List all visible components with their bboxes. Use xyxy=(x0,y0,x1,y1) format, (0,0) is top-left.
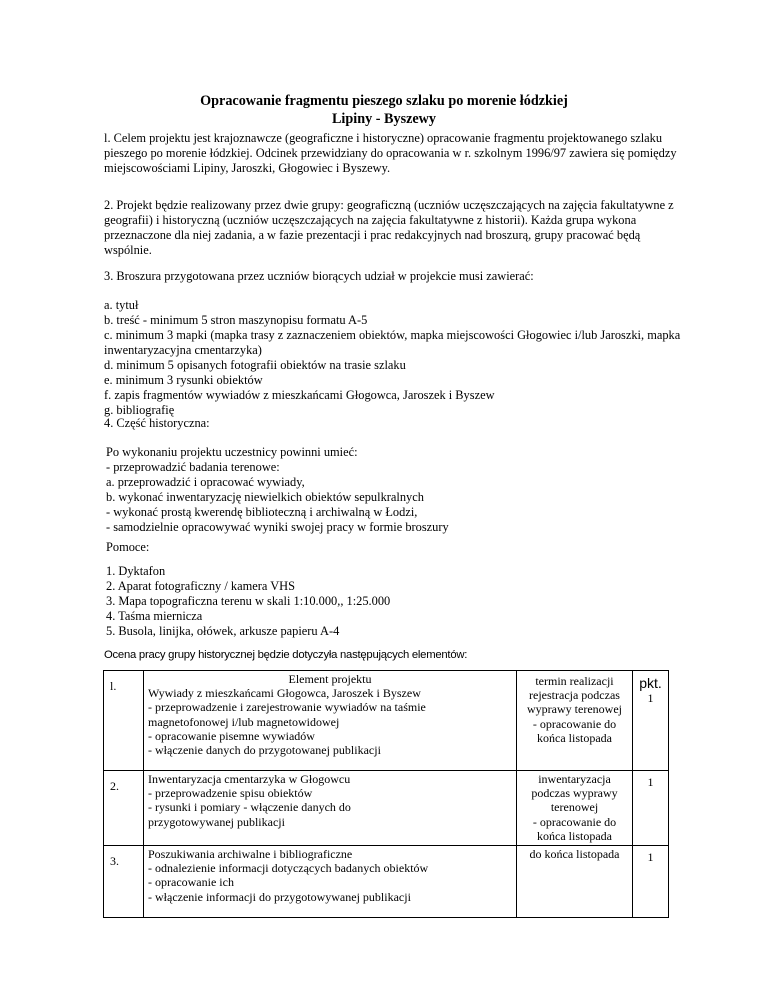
element-line: - włączenie informacji do przygotowywanej publikacji xyxy=(148,889,411,904)
table-row xyxy=(104,771,669,846)
row-number: 2. xyxy=(104,771,144,846)
deadline-line: - opracowanie do xyxy=(532,716,617,731)
section-2-groups xyxy=(104,198,704,258)
text-line: l. Celem projektu jest krajoznawcze (geograficzne i historyczne) opracowanie fragmentu projektowanego szlaku xyxy=(104,131,663,145)
aids-heading: Pomoce: xyxy=(106,540,150,554)
element-line: - opracowanie ich xyxy=(148,875,234,890)
element-line: Inwentaryzacja cmentarzyka w Głogowcu xyxy=(148,772,351,786)
list-item: b. treść - minimum 5 stron maszynopisu formatu A-5 xyxy=(104,313,368,327)
column-header-element: Element projektu xyxy=(288,672,372,686)
list-item: g. bibliografię xyxy=(104,403,175,417)
element-line: - opracowanie pisemne wywiadów xyxy=(148,728,315,743)
deadline-cell xyxy=(517,671,633,771)
list-item: d. minimum 5 opisanych fotografii obiektów na trasie szlaku xyxy=(104,358,406,372)
list-item: 1. Dyktafon xyxy=(106,564,166,578)
text-line: wspólnie. xyxy=(104,243,152,257)
text-line: geografii) i historyczną (uczniów uczęszczających na zajęcia fakultatywne z historii). Każda grupa wykona xyxy=(104,213,637,227)
element-line: - rysunki i pomiary - włączenie danych do xyxy=(148,800,351,815)
deadline-cell xyxy=(517,846,633,918)
element-cell xyxy=(144,846,517,918)
element-line: - włączenie danych do przygotowanej publikacji xyxy=(148,743,381,758)
section-3-list xyxy=(104,298,704,418)
deadline-line: rejestracja podczas xyxy=(529,688,620,703)
list-item: - samodzielnie opracowywać wyniki swojej pracy w formie broszury xyxy=(106,520,449,534)
list-item: 4. Taśma miernicza xyxy=(106,609,203,623)
list-item: 5. Busola, linijka, ołówek, arkusze papieru A-4 xyxy=(106,624,340,638)
document-title-line-1: Opracowanie fragmentu pieszego szlaku po morenie łódzkiej xyxy=(200,93,568,109)
list-item: a. przeprowadzić i opracować wywiady, xyxy=(106,475,305,489)
table-row xyxy=(104,846,669,918)
deadline-cell xyxy=(517,771,633,846)
deadline-line: końca listopada xyxy=(537,730,612,745)
element-line: magnetofonowej i/lub magnetowidowej xyxy=(148,714,340,729)
points-cell xyxy=(633,671,669,771)
deadline-line: do końca listopada xyxy=(529,847,620,862)
list-item: b. wykonać inwentaryzację niewielkich obiektów sepulkralnych xyxy=(106,490,424,504)
element-cell xyxy=(144,671,517,771)
list-item: 2. Aparat fotograficzny / kamera VHS xyxy=(106,579,296,593)
list-item: - przeprowadzić badania terenowe: xyxy=(106,460,280,474)
list-item: c. minimum 3 mapki (mapka trasy z zaznaczeniem obiektów, mapka miejscowości Głogowiec i/lub Jaroszki, mapka xyxy=(104,328,681,342)
assessment-table xyxy=(103,670,669,918)
text-line: miejscowościami Lipiny, Jaroszki, Głogowiec i Byszewy. xyxy=(104,161,391,175)
text-line: przeznaczone dla niej zadania, a w fazie prezentacji i prac redakcyjnych nad broszurą, grupy pracować będą xyxy=(104,228,641,242)
deadline-line: podczas wyprawy xyxy=(531,786,618,801)
table-row xyxy=(104,671,669,771)
learning-outcomes xyxy=(106,445,706,535)
section-4-heading: 4. Część historyczna: xyxy=(104,416,210,430)
deadline-line: - opracowanie do xyxy=(532,814,617,829)
element-line: Poszukiwania archiwalne i bibliograficzne xyxy=(148,847,353,862)
points-value: 1 xyxy=(647,775,654,789)
element-line: - odnalezienie informacji dotyczących badanych obiektów xyxy=(148,861,429,876)
element-line: - przeprowadzenie i zarejestrowanie wywiadów na taśmie xyxy=(148,700,426,715)
deadline-line: termin realizacji xyxy=(535,674,614,688)
deadline-line: inwentaryzacja xyxy=(538,772,611,786)
text-line: 2. Projekt będzie realizowany przez dwie grupy: geograficzną (uczniów uczęszczających na zajęcia fakultatywne z xyxy=(104,198,674,212)
list-item: - wykonać prostą kwerendę biblioteczną i archiwalną w Łodzi, xyxy=(106,505,418,519)
section-3-intro: 3. Broszura przygotowana przez uczniów biorących udział w projekcie musi zawierać: xyxy=(104,269,534,283)
text-line: pieszego po morenie łódzkiej. Odcinek przewidziany do opracowania w r. szkolnym 1996/97 zawiera się pomiędzy xyxy=(104,146,677,160)
element-cell xyxy=(144,771,517,846)
document-title-line-2: Lipiny - Byszewy xyxy=(331,111,437,127)
element-line: Wywiady z mieszkańcami Głogowca, Jaroszek i Byszew xyxy=(148,686,421,701)
row-number: 3. xyxy=(104,846,144,918)
deadline-line: końca listopada xyxy=(537,828,612,843)
list-item: Po wykonaniu projektu uczestnicy powinni umieć: xyxy=(106,445,358,459)
aids-list xyxy=(106,564,706,639)
list-item: f. zapis fragmentów wywiadów z mieszkańcami Głogowca, Jaroszek i Byszew xyxy=(104,388,495,402)
points-value: 1 xyxy=(647,850,654,865)
list-item: e. minimum 3 rysunki obiektów xyxy=(104,373,263,387)
deadline-line: terenowej xyxy=(550,800,599,815)
list-item: inwentaryzacyjna cmentarzyka) xyxy=(104,343,262,357)
column-header-points: pkt. xyxy=(639,675,662,691)
list-item: 3. Mapa topograficzna terenu w skali 1:10.000,, 1:25.000 xyxy=(106,594,391,608)
points-cell xyxy=(633,846,669,918)
element-line: przygotowywanej publikacji xyxy=(148,814,285,829)
section-1-goal xyxy=(104,131,704,176)
assessment-intro: Ocena pracy grupy historycznej będzie dotyczyła następujących elementów: xyxy=(104,649,468,661)
element-line: - przeprowadzenie spisu obiektów xyxy=(148,786,313,801)
row-number: l. xyxy=(104,671,144,771)
points-cell xyxy=(633,771,669,846)
list-item: a. tytuł xyxy=(104,298,139,312)
deadline-line: wyprawy terenowej xyxy=(527,702,622,717)
points-value: 1 xyxy=(647,691,654,705)
